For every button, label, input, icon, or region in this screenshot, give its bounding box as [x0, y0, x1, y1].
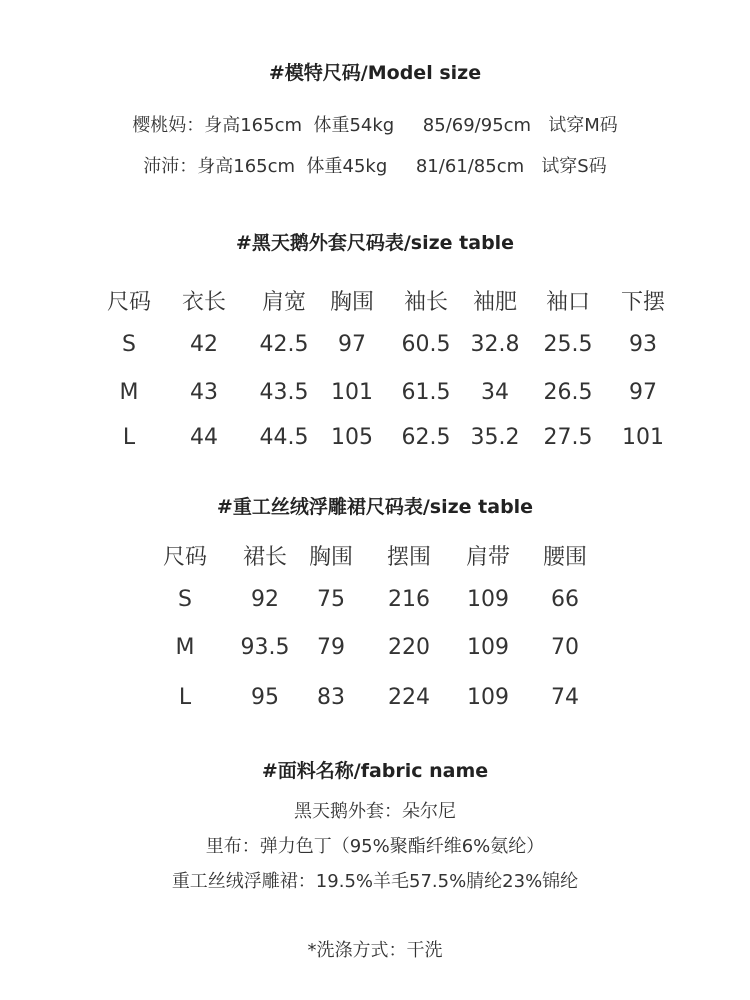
column-header: 裙长: [242, 545, 288, 570]
column-header: 下摆: [620, 290, 666, 315]
table-cell: 27.5: [543, 425, 593, 450]
table-cell: L: [178, 685, 192, 710]
table-cell: 43.5: [259, 380, 309, 405]
column-header: 尺码: [106, 290, 152, 315]
table-cell: 220: [388, 635, 430, 660]
table-cell: S: [122, 332, 136, 357]
column-header: 肩带: [465, 545, 511, 570]
table-cell: 61.5: [401, 380, 451, 405]
fabric-line-3: 重工丝绒浮雕裙：19.5%羊毛57.5%腈纶23%锦纶: [171, 871, 579, 892]
column-header: 肩宽: [261, 290, 307, 315]
table-cell: M: [175, 635, 195, 660]
table-cell: 42: [190, 332, 218, 357]
table-cell: M: [119, 380, 139, 405]
column-header: 衣长: [181, 290, 227, 315]
table-cell: 42.5: [259, 332, 309, 357]
model-size-heading: #模特尺码/Model size: [268, 62, 482, 84]
skirt-table-heading: #重工丝绒浮雕裙尺码表/size table: [216, 496, 534, 518]
table-cell: 97: [629, 380, 657, 405]
table-cell: 34: [481, 380, 509, 405]
table-cell: 26.5: [543, 380, 593, 405]
table-cell: 25.5: [543, 332, 593, 357]
column-header: 胸围: [308, 545, 354, 570]
table-cell: 43: [190, 380, 218, 405]
column-header: 袖肥: [472, 290, 518, 315]
table-cell: 62.5: [401, 425, 451, 450]
table-cell: 101: [331, 380, 373, 405]
table-cell: 109: [467, 587, 509, 612]
table-cell: 93: [629, 332, 657, 357]
table-cell: 83: [317, 685, 345, 710]
table-cell: 35.2: [470, 425, 520, 450]
fabric-line-1: 黑天鹅外套：朵尔尼: [294, 801, 456, 822]
table-cell: S: [178, 587, 192, 612]
table-cell: 66: [551, 587, 579, 612]
table-cell: 44.5: [259, 425, 309, 450]
table-cell: 101: [622, 425, 664, 450]
care-instructions: *洗涤方式：干洗: [307, 940, 443, 961]
table-cell: 109: [467, 635, 509, 660]
table-cell: 79: [317, 635, 345, 660]
table-cell: 95: [251, 685, 279, 710]
table-cell: 224: [388, 685, 430, 710]
column-header: 袖长: [403, 290, 449, 315]
table-cell: 109: [467, 685, 509, 710]
table-cell: 216: [388, 587, 430, 612]
model-line-1: 樱桃妈：身高165cm 体重54kg 85/69/95cm 试穿M码: [132, 115, 618, 136]
column-header: 袖口: [545, 290, 591, 315]
table-cell: 92: [251, 587, 279, 612]
table-cell: L: [122, 425, 136, 450]
column-header: 腰围: [542, 545, 588, 570]
fabric-heading: #面料名称/fabric name: [261, 760, 489, 782]
fabric-line-2: 里布：弹力色丁（95%聚酯纤维6%氨纶）: [205, 836, 545, 857]
table-cell: 60.5: [401, 332, 451, 357]
table-cell: 105: [331, 425, 373, 450]
table-cell: 74: [551, 685, 579, 710]
table-cell: 93.5: [240, 635, 290, 660]
table-cell: 44: [190, 425, 218, 450]
column-header: 尺码: [162, 545, 208, 570]
table-cell: 97: [338, 332, 366, 357]
table-cell: 70: [551, 635, 579, 660]
column-header: 胸围: [329, 290, 375, 315]
model-line-2: 沛沛：身高165cm 体重45kg 81/61/85cm 试穿S码: [143, 156, 607, 177]
column-header: 摆围: [386, 545, 432, 570]
table-cell: 32.8: [470, 332, 520, 357]
jacket-table-heading: #黑天鹅外套尺码表/size table: [235, 232, 515, 254]
table-cell: 75: [317, 587, 345, 612]
